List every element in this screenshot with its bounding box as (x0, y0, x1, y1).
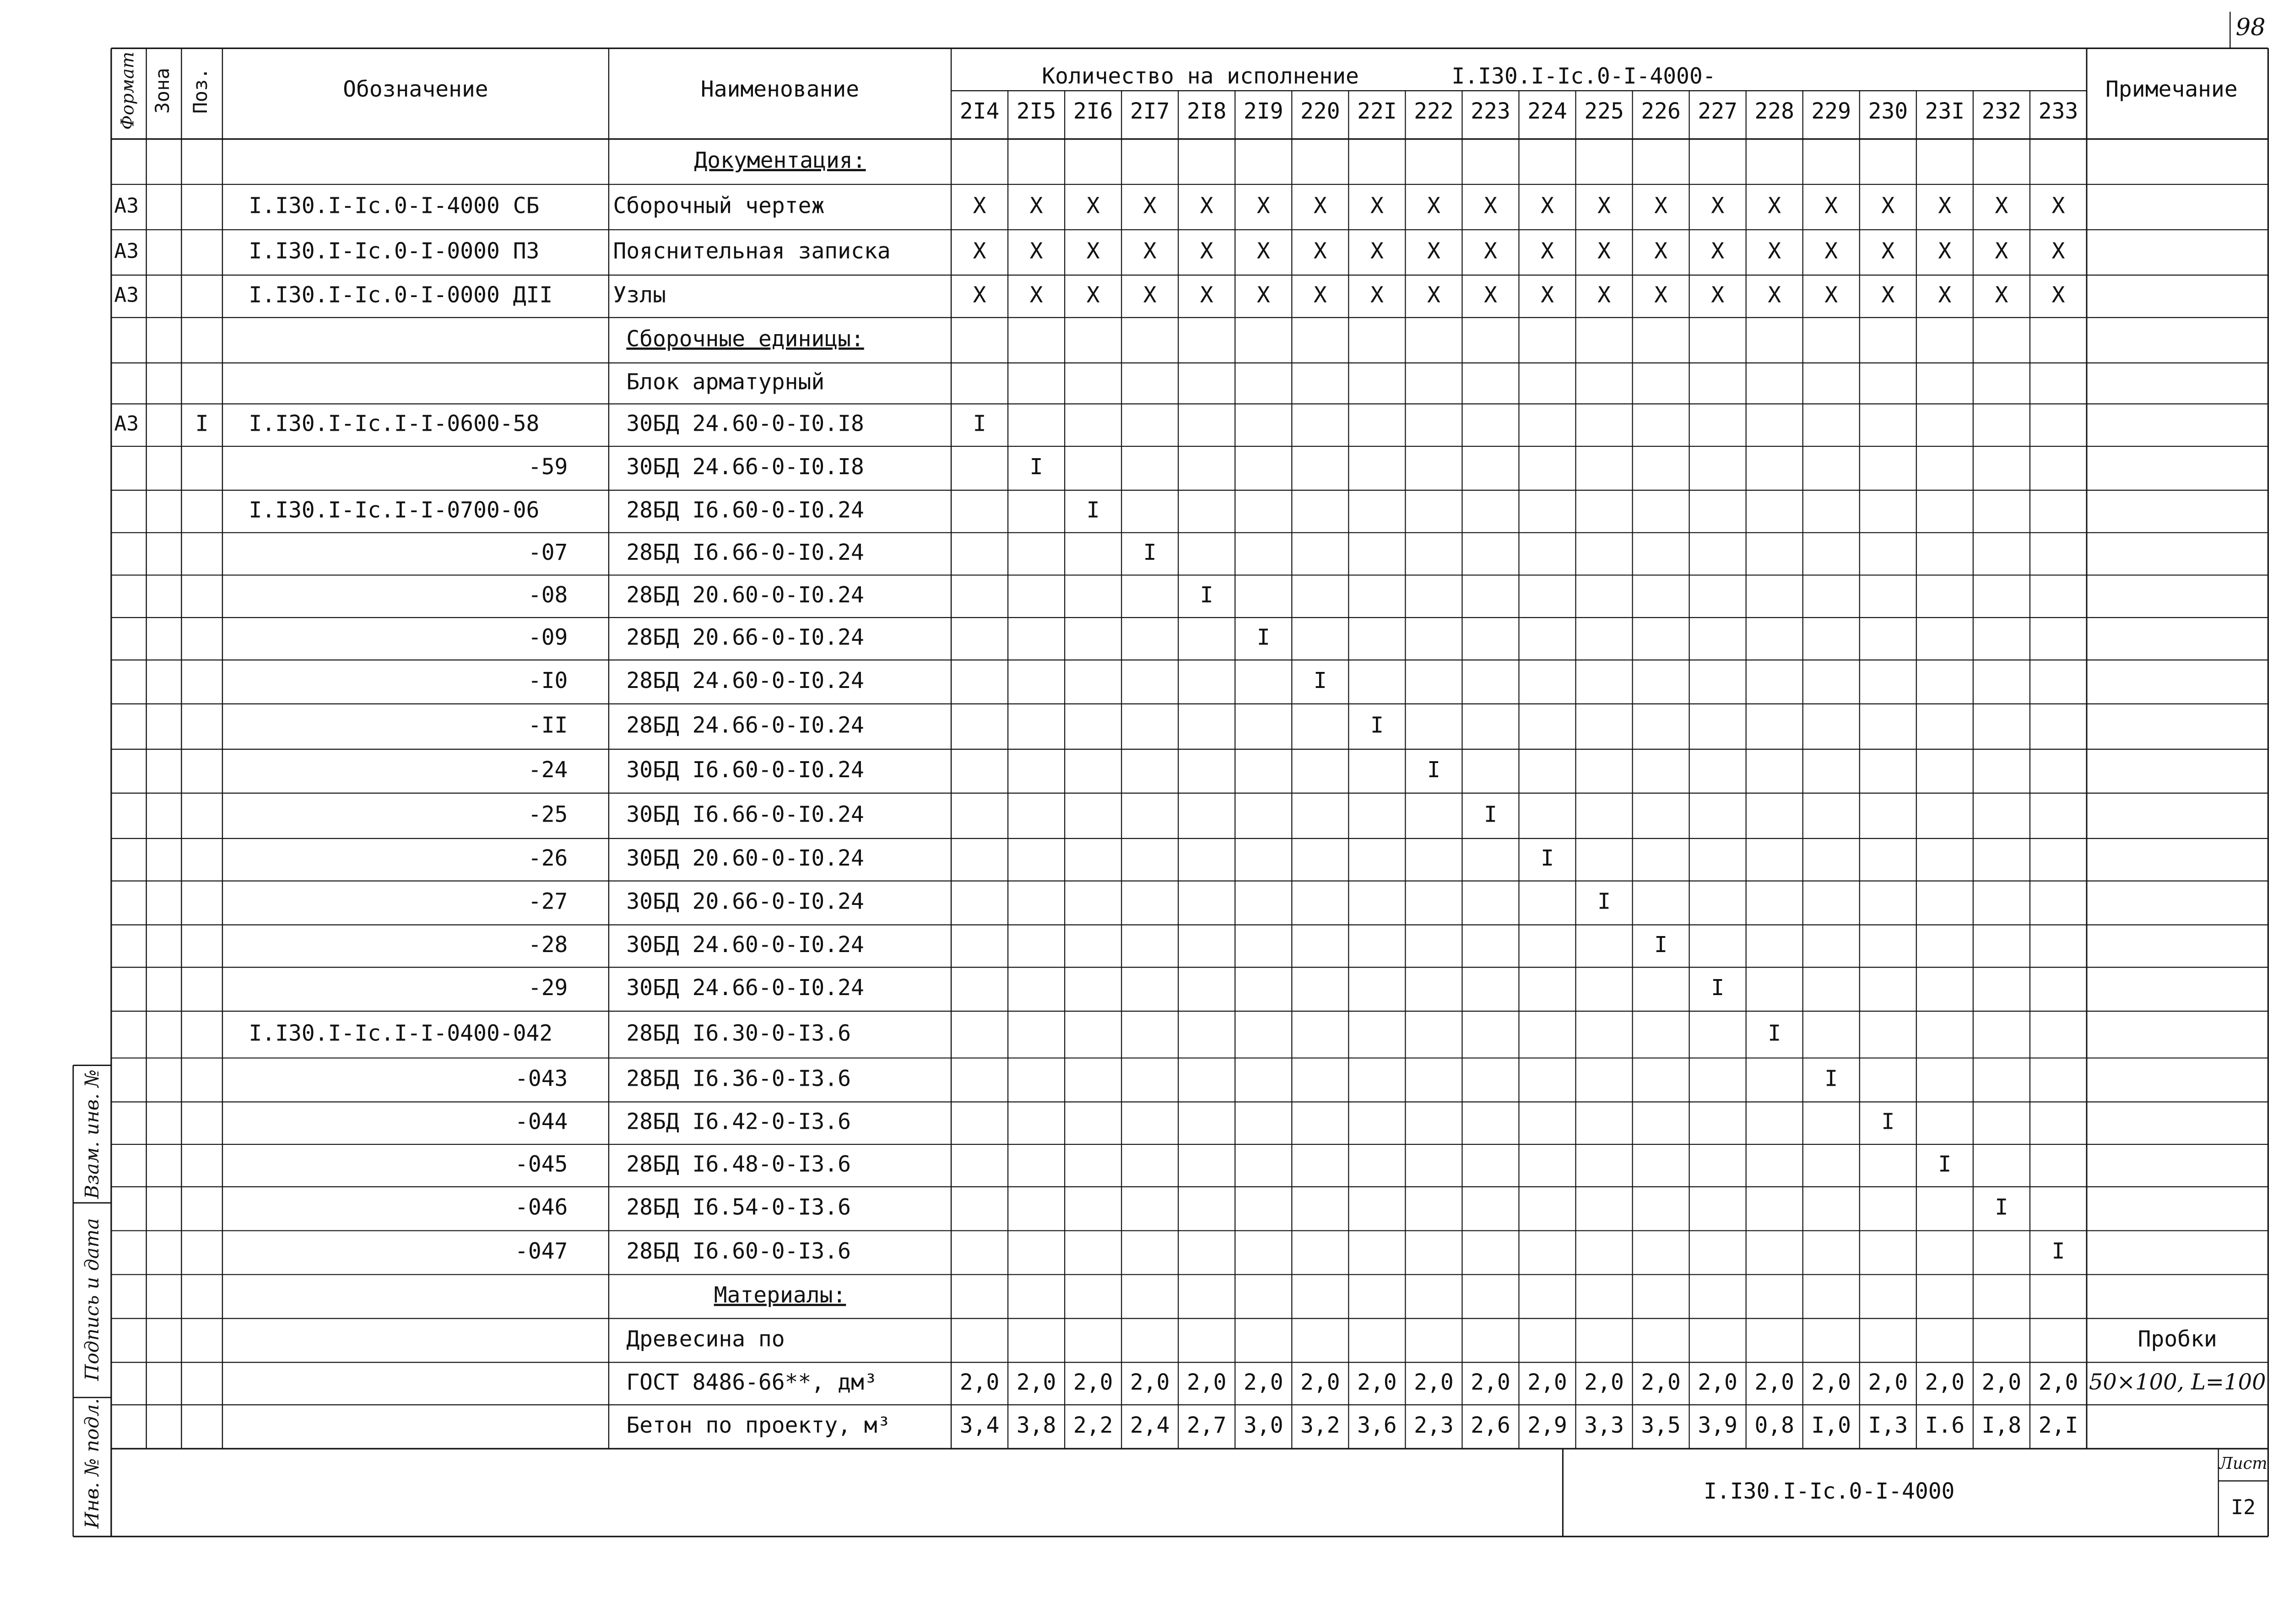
row-name: 30БД 20.66-0-I0.24 (626, 888, 864, 915)
quantity-value: 2,0 (1754, 1369, 1794, 1395)
titleblock-code: I.I30.I-Ic.0-I-4000 (1704, 1478, 1955, 1504)
row-designation: -27 (528, 888, 568, 915)
quantity-mark: X (1995, 282, 2008, 308)
quantity-mark: X (1143, 282, 1157, 308)
quantity-mark: X (1938, 282, 1952, 308)
quantity-mark: X (1995, 238, 2008, 264)
row-name: Пояснительная записка (613, 238, 891, 264)
variant-header: 2I7 (1130, 98, 1170, 125)
quantity-value: 2,0 (1925, 1369, 1965, 1395)
quantity-value: 2,0 (1527, 1369, 1567, 1395)
quantity-mark: X (1143, 238, 1157, 264)
row-format: А3 (114, 282, 139, 307)
quantity-mark: X (2051, 238, 2065, 264)
row-designation: -045 (514, 1151, 568, 1177)
row-designation: -09 (528, 624, 568, 650)
row-designation: -28 (528, 931, 568, 958)
quantity-mark: X (1597, 282, 1611, 308)
stamp-vzam-inv: Взам. инв. № (81, 1069, 103, 1199)
quantity-mark: X (1029, 238, 1043, 264)
header-zone: Зона (151, 68, 174, 114)
quantity-value: 2,0 (1130, 1369, 1170, 1395)
variant-header: 23I (1925, 98, 1965, 125)
row-name: 30БД 20.60-0-I0.24 (626, 845, 864, 872)
variant-header: 2I6 (1073, 98, 1113, 125)
quantity-mark: X (1711, 238, 1725, 264)
variant-header: 225 (1584, 98, 1624, 125)
header-quantity-code: I.I30.I-Ic.0-I-4000- (1451, 63, 1716, 89)
variant-header: 226 (1641, 98, 1681, 125)
row-designation: I.I30.I-Ic.0-I-0000 ПЗ (249, 238, 540, 264)
quantity-mark: X (1881, 282, 1895, 308)
row-designation: I.I30.I-Ic.I-I-0600-58 (249, 411, 540, 437)
quantity-mark: X (973, 193, 986, 219)
quantity-mark: X (1541, 282, 1554, 308)
row-name: 30БД 24.60-0-I0.I8 (626, 411, 864, 437)
variant-header: 220 (1300, 98, 1340, 125)
quantity-value: 2,0 (2038, 1369, 2078, 1395)
variant-header: 232 (1981, 98, 2022, 125)
variant-header: 222 (1414, 98, 1454, 125)
quantity-mark: X (1938, 238, 1952, 264)
row-name: 28БД I6.30-0-I3.6 (626, 1020, 851, 1046)
quantity-mark: I (1029, 454, 1043, 480)
header-designation: Обозначение (343, 76, 488, 103)
quantity-value: 2,0 (1016, 1369, 1056, 1395)
quantity-value: 2,0 (1471, 1369, 1510, 1395)
quantity-mark: I (1200, 582, 1213, 608)
quantity-value: 2,7 (1186, 1413, 1227, 1439)
variant-header: 227 (1698, 98, 1737, 125)
page-number: 98 (2235, 14, 2266, 41)
variant-header: 223 (1471, 98, 1510, 125)
quantity-mark: X (1597, 193, 1611, 219)
row-name: 28БД I6.54-0-I3.6 (626, 1194, 851, 1220)
row-name: Бетон по проекту, м³ (626, 1413, 891, 1439)
variant-header: 22I (1357, 98, 1397, 125)
quantity-value: I,3 (1868, 1413, 1908, 1439)
quantity-mark: X (1541, 193, 1554, 219)
row-name: 28БД I6.66-0-I0.24 (626, 540, 864, 566)
row-note: Пробки (2138, 1326, 2217, 1352)
quantity-mark: X (1484, 193, 1497, 219)
quantity-mark: X (1313, 193, 1327, 219)
variant-header: 230 (1868, 98, 1908, 125)
quantity-mark: X (2051, 193, 2065, 219)
variant-header: 228 (1754, 98, 1794, 125)
quantity-mark: I (1484, 801, 1497, 828)
header-note: Примечание (2105, 76, 2238, 103)
quantity-mark: X (1881, 193, 1895, 219)
quantity-mark: I (1256, 624, 1270, 650)
quantity-mark: X (1256, 238, 1270, 264)
quantity-mark: X (1597, 238, 1611, 264)
quantity-value: 2,0 (1698, 1369, 1737, 1395)
quantity-mark: X (1143, 193, 1157, 219)
quantity-mark: I (1370, 712, 1384, 738)
quantity-value: 2,0 (1300, 1369, 1340, 1395)
quantity-value: 2,0 (1414, 1369, 1454, 1395)
quantity-mark: X (1256, 282, 1270, 308)
row-designation: -29 (528, 975, 568, 1001)
row-designation: -08 (528, 582, 568, 608)
quantity-mark: X (1427, 282, 1440, 308)
quantity-value: 2,0 (1868, 1369, 1908, 1395)
quantity-mark: I (1768, 1020, 1781, 1046)
quantity-mark: I (1541, 845, 1554, 872)
quantity-value: 2,0 (1811, 1369, 1851, 1395)
quantity-mark: X (1881, 238, 1895, 264)
quantity-value: 3,3 (1584, 1413, 1624, 1439)
row-designation: I.I30.I-Ic.I-I-0400-042 (249, 1020, 553, 1046)
quantity-mark: X (1086, 193, 1100, 219)
titleblock-sheet-number: I2 (2231, 1495, 2256, 1520)
row-name: 30БД I6.60-0-I0.24 (626, 757, 864, 783)
quantity-mark: I (1654, 931, 1668, 958)
row-name: 28БД I6.42-0-I3.6 (626, 1109, 851, 1135)
quantity-mark: X (1086, 282, 1100, 308)
row-designation: -043 (514, 1066, 568, 1092)
row-designation: I.I30.I-Ic.0-I-0000 ДII (249, 282, 553, 308)
quantity-mark: X (1824, 238, 1838, 264)
row-name: Документация: (694, 147, 866, 173)
quantity-value: I.6 (1925, 1413, 1965, 1439)
quantity-mark: I (1597, 888, 1611, 915)
quantity-mark: X (1938, 193, 1952, 219)
quantity-value: 3,4 (959, 1413, 1000, 1439)
quantity-mark: I (1427, 757, 1440, 783)
quantity-value: 3,0 (1243, 1413, 1283, 1439)
quantity-mark: X (1711, 282, 1725, 308)
stamp-podpis-data: Подпись и дата (81, 1218, 103, 1381)
stamp-inv-podl: Инв. № подл. (81, 1398, 103, 1529)
quantity-value: 2,0 (1243, 1369, 1283, 1395)
row-designation: -044 (514, 1109, 568, 1135)
quantity-mark: X (1200, 238, 1213, 264)
row-name: Сборочные единицы: (626, 326, 864, 352)
quantity-mark: I (1881, 1109, 1895, 1135)
row-name: Узлы (613, 282, 666, 308)
quantity-value: 2,0 (1073, 1369, 1113, 1395)
header-quantity-title: Количество на исполнение (1042, 63, 1359, 89)
row-designation: -047 (514, 1238, 568, 1264)
row-name: Материалы: (714, 1282, 846, 1308)
row-name: 28БД I6.36-0-I3.6 (626, 1066, 851, 1092)
row-name: ГОСТ 8486-66**, дм³ (626, 1369, 877, 1395)
row-designation: -07 (528, 540, 568, 566)
quantity-value: 3,8 (1016, 1413, 1056, 1439)
row-name: 30БД 24.66-0-I0.I8 (626, 454, 864, 480)
row-format: А3 (114, 238, 139, 263)
quantity-mark: X (1484, 238, 1497, 264)
row-designation: -24 (528, 757, 568, 783)
row-name: 30БД I6.66-0-I0.24 (626, 801, 864, 828)
quantity-mark: X (1256, 193, 1270, 219)
row-designation: -25 (528, 801, 568, 828)
quantity-value: 2,2 (1073, 1413, 1113, 1439)
quantity-mark: X (1029, 193, 1043, 219)
quantity-mark: X (1427, 193, 1440, 219)
row-designation: I.I30.I-Ic.0-I-4000 СБ (249, 193, 540, 219)
quantity-mark: X (1995, 193, 2008, 219)
quantity-mark: X (1768, 282, 1781, 308)
titleblock-sheet-label: Лист (2219, 1454, 2268, 1473)
quantity-mark: X (1029, 282, 1043, 308)
row-note: 50×100, L=100 (2089, 1369, 2266, 1395)
row-designation: -046 (514, 1194, 568, 1220)
quantity-mark: X (1484, 282, 1497, 308)
quantity-mark: X (1200, 282, 1213, 308)
quantity-mark: X (1768, 238, 1781, 264)
quantity-mark: I (973, 411, 986, 437)
quantity-mark: X (2051, 282, 2065, 308)
variant-header: 2I4 (959, 98, 1000, 125)
row-name: Сборочный чертеж (613, 193, 825, 219)
variant-header: 2I5 (1016, 98, 1056, 125)
row-name: 28БД I6.48-0-I3.6 (626, 1151, 851, 1177)
row-designation: -26 (528, 845, 568, 872)
row-pos: I (195, 411, 209, 437)
header-format: Формат (117, 51, 138, 130)
row-designation: -II (528, 712, 568, 738)
quantity-value: 2,I (2038, 1413, 2078, 1439)
quantity-mark: X (1824, 282, 1838, 308)
quantity-mark: I (1143, 540, 1157, 566)
variant-header: 2I9 (1243, 98, 1283, 125)
quantity-mark: I (1711, 975, 1725, 1001)
header-pos: Поз. (189, 68, 212, 114)
row-name: 30БД 24.66-0-I0.24 (626, 975, 864, 1001)
quantity-value: I,8 (1981, 1413, 2022, 1439)
quantity-value: 3,9 (1698, 1413, 1737, 1439)
quantity-mark: X (973, 238, 986, 264)
row-name: Блок арматурный (626, 369, 825, 395)
quantity-value: 2,4 (1130, 1413, 1170, 1439)
row-format: А3 (114, 411, 139, 436)
quantity-mark: I (1086, 497, 1100, 523)
quantity-mark: X (1086, 238, 1100, 264)
row-designation: -I0 (528, 667, 568, 693)
header-name: Наименование (700, 76, 860, 103)
quantity-value: 3,6 (1357, 1413, 1397, 1439)
row-name: 28БД 20.66-0-I0.24 (626, 624, 864, 650)
row-designation: I.I30.I-Ic.I-I-0700-06 (249, 497, 540, 523)
quantity-mark: X (1654, 238, 1668, 264)
quantity-value: 2,9 (1527, 1413, 1567, 1439)
variant-header: 229 (1811, 98, 1851, 125)
quantity-mark: I (1938, 1151, 1952, 1177)
quantity-mark: X (1654, 193, 1668, 219)
quantity-mark: I (1824, 1066, 1838, 1092)
quantity-mark: X (1768, 193, 1781, 219)
row-name: 28БД I6.60-0-I0.24 (626, 497, 864, 523)
variant-header: 233 (2038, 98, 2078, 125)
quantity-value: 2,0 (1357, 1369, 1397, 1395)
row-name: 30БД 24.60-0-I0.24 (626, 931, 864, 958)
quantity-mark: X (1313, 282, 1327, 308)
variant-header: 224 (1527, 98, 1567, 125)
quantity-value: 3,2 (1300, 1413, 1340, 1439)
quantity-value: 3,5 (1641, 1413, 1681, 1439)
quantity-mark: X (1711, 193, 1725, 219)
row-name: 28БД 20.60-0-I0.24 (626, 582, 864, 608)
quantity-mark: X (1370, 282, 1384, 308)
quantity-mark: X (1654, 282, 1668, 308)
quantity-mark: X (1313, 238, 1327, 264)
quantity-value: 2,0 (1584, 1369, 1624, 1395)
quantity-mark: X (1200, 193, 1213, 219)
row-format: А3 (114, 193, 139, 218)
row-name: 28БД 24.60-0-I0.24 (626, 667, 864, 693)
quantity-mark: X (1427, 238, 1440, 264)
quantity-mark: X (973, 282, 986, 308)
row-name: Древесина по (626, 1326, 785, 1352)
quantity-value: 2,6 (1471, 1413, 1510, 1439)
quantity-mark: I (1995, 1194, 2008, 1220)
quantity-mark: X (1370, 193, 1384, 219)
quantity-value: 0,8 (1754, 1413, 1794, 1439)
quantity-value: 2,0 (1981, 1369, 2022, 1395)
quantity-value: 2,0 (1641, 1369, 1681, 1395)
quantity-mark: I (2051, 1238, 2065, 1264)
quantity-value: 2,0 (1186, 1369, 1227, 1395)
row-name: 28БД 24.66-0-I0.24 (626, 712, 864, 738)
quantity-value: 2,0 (959, 1369, 1000, 1395)
quantity-mark: X (1541, 238, 1554, 264)
quantity-mark: I (1313, 667, 1327, 693)
quantity-value: 2,3 (1414, 1413, 1454, 1439)
row-name: 28БД I6.60-0-I3.6 (626, 1238, 851, 1264)
row-designation: -59 (528, 454, 568, 480)
quantity-mark: X (1824, 193, 1838, 219)
variant-header: 2I8 (1186, 98, 1227, 125)
quantity-mark: X (1370, 238, 1384, 264)
quantity-value: I,0 (1811, 1413, 1851, 1439)
